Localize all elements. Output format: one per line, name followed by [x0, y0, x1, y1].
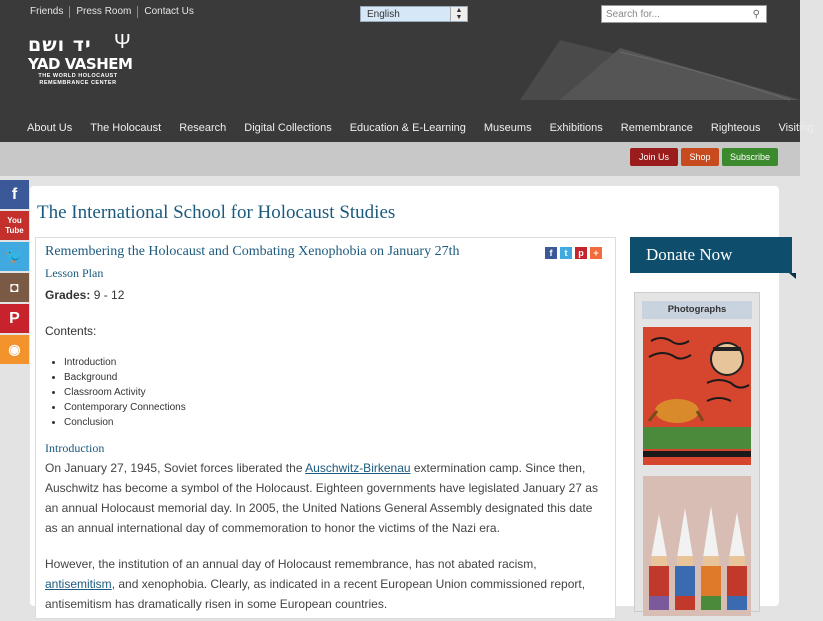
search-placeholder: Search for...	[606, 9, 660, 20]
paragraph-text: However, the institution of an annual day of Holocaust remembrance, has not abated racism,	[45, 557, 537, 571]
shop-button[interactable]: Shop	[681, 148, 719, 166]
book-cover-image	[643, 327, 751, 465]
friends-link[interactable]: Friends	[30, 6, 70, 18]
yad-vashem-logo[interactable]	[28, 31, 133, 87]
nav-education[interactable]: Education & E-Learning	[349, 122, 466, 134]
table-of-contents	[53, 355, 186, 430]
paragraph-2	[45, 554, 605, 614]
figurines-image	[643, 476, 751, 616]
facebook-share-icon[interactable]: f	[545, 247, 557, 259]
rss-icon[interactable]: ◉	[0, 335, 29, 364]
search-icon[interactable]: ⚲	[752, 9, 760, 20]
nav-about-us[interactable]: About Us	[27, 122, 73, 134]
top-links	[30, 6, 200, 18]
toc-item[interactable]: • Introduction	[64, 355, 186, 370]
logo-tagline-1: THE WORLD HOLOCAUST	[38, 73, 118, 79]
instagram-icon[interactable]: ◘	[0, 273, 29, 302]
photographs-heading: Photographs	[642, 301, 752, 319]
main-content	[30, 186, 779, 611]
social-sidebar	[0, 180, 29, 366]
nav-remembrance[interactable]: Remembrance	[620, 122, 693, 134]
nav-digital-collections[interactable]: Digital Collections	[244, 122, 332, 134]
ribbon-fold	[789, 273, 796, 279]
toc-item[interactable]: • Conclusion	[64, 415, 186, 430]
nav-visiting[interactable]: Visiting	[778, 122, 814, 134]
twitter-icon[interactable]: 🐦	[0, 242, 29, 271]
language-select[interactable]	[360, 6, 468, 22]
header-decoration	[500, 40, 800, 102]
pinterest-share-icon[interactable]: p	[575, 247, 587, 259]
contents-label: Contents:	[45, 324, 97, 338]
nav-the-holocaust[interactable]: The Holocaust	[90, 122, 162, 134]
press-room-link[interactable]: Press Room	[70, 6, 138, 18]
logo-name: YAD VASHEM	[28, 55, 133, 73]
logo-hebrew: יד ושם	[28, 34, 92, 56]
article-title: Remembering the Holocaust and Combating Xenophobia on January 27th	[45, 244, 460, 259]
select-arrows-icon: ▲ ▼	[450, 7, 467, 21]
photo-thumbnail[interactable]	[643, 476, 751, 616]
paragraph-1	[45, 458, 605, 538]
logo-tagline-2: REMEMBRANCE CENTER	[39, 80, 117, 86]
grades	[45, 288, 124, 302]
grades-value: 9 - 12	[93, 288, 125, 302]
contact-us-link[interactable]: Contact Us	[144, 6, 194, 17]
twitter-share-icon[interactable]: t	[560, 247, 572, 259]
youtube-icon[interactable]: You Tube	[0, 211, 29, 240]
facebook-icon[interactable]: f	[0, 180, 29, 209]
donate-label: Donate Now	[646, 245, 733, 264]
antisemitism-link[interactable]: antisemitism	[45, 577, 112, 591]
paragraph-text: extermination camp. Since then, Auschwitz has become a symbol of the Holocaust. Eighteen governments have legislated January 27 as an annual Holocaust memorial day. In 2005, the United Nations General Assembly designated this date as an annual international day of commemoration to honor the victims of the Nazi era.	[45, 461, 598, 535]
search-input[interactable]	[601, 5, 767, 23]
paragraph-text: , and xenophobia. Clearly, as indicated in a recent European Union commissioned report, antisemitism has dramatically risen in some European countries.	[45, 577, 586, 611]
page-title: The International School for Holocaust Studies	[37, 202, 396, 223]
nav-righteous[interactable]: Righteous	[710, 122, 761, 134]
plus-share-icon[interactable]: +	[590, 247, 602, 259]
auschwitz-birkenau-link[interactable]: Auschwitz-Birkenau	[305, 461, 411, 475]
article-panel	[35, 237, 616, 619]
toc-item[interactable]: • Contemporary Connections	[64, 400, 186, 415]
toc-item[interactable]: • Background	[64, 370, 186, 385]
nav-museums[interactable]: Museums	[483, 122, 532, 134]
pinterest-icon[interactable]: P	[0, 304, 29, 333]
photo-thumbnail[interactable]	[643, 327, 751, 465]
subscribe-button[interactable]: Subscribe	[722, 148, 778, 166]
grades-label: Grades:	[45, 288, 91, 302]
language-value: English	[367, 9, 400, 20]
action-band	[0, 142, 800, 176]
article-subtitle: Lesson Plan	[45, 266, 104, 280]
site-header	[0, 0, 814, 142]
menorah-icon: Ψ	[114, 31, 131, 53]
section-heading: Introduction	[45, 441, 105, 455]
nav-research[interactable]: Research	[179, 122, 227, 134]
donate-now-button[interactable]	[630, 237, 792, 273]
toc-item[interactable]: • Classroom Activity	[64, 385, 186, 400]
nav-exhibitions[interactable]: Exhibitions	[549, 122, 603, 134]
paragraph-text: On January 27, 1945, Soviet forces liberated the	[45, 461, 306, 475]
share-icons	[545, 247, 605, 259]
photographs-panel	[634, 292, 760, 612]
join-us-button[interactable]: Join Us	[630, 148, 678, 166]
main-nav	[0, 118, 814, 138]
